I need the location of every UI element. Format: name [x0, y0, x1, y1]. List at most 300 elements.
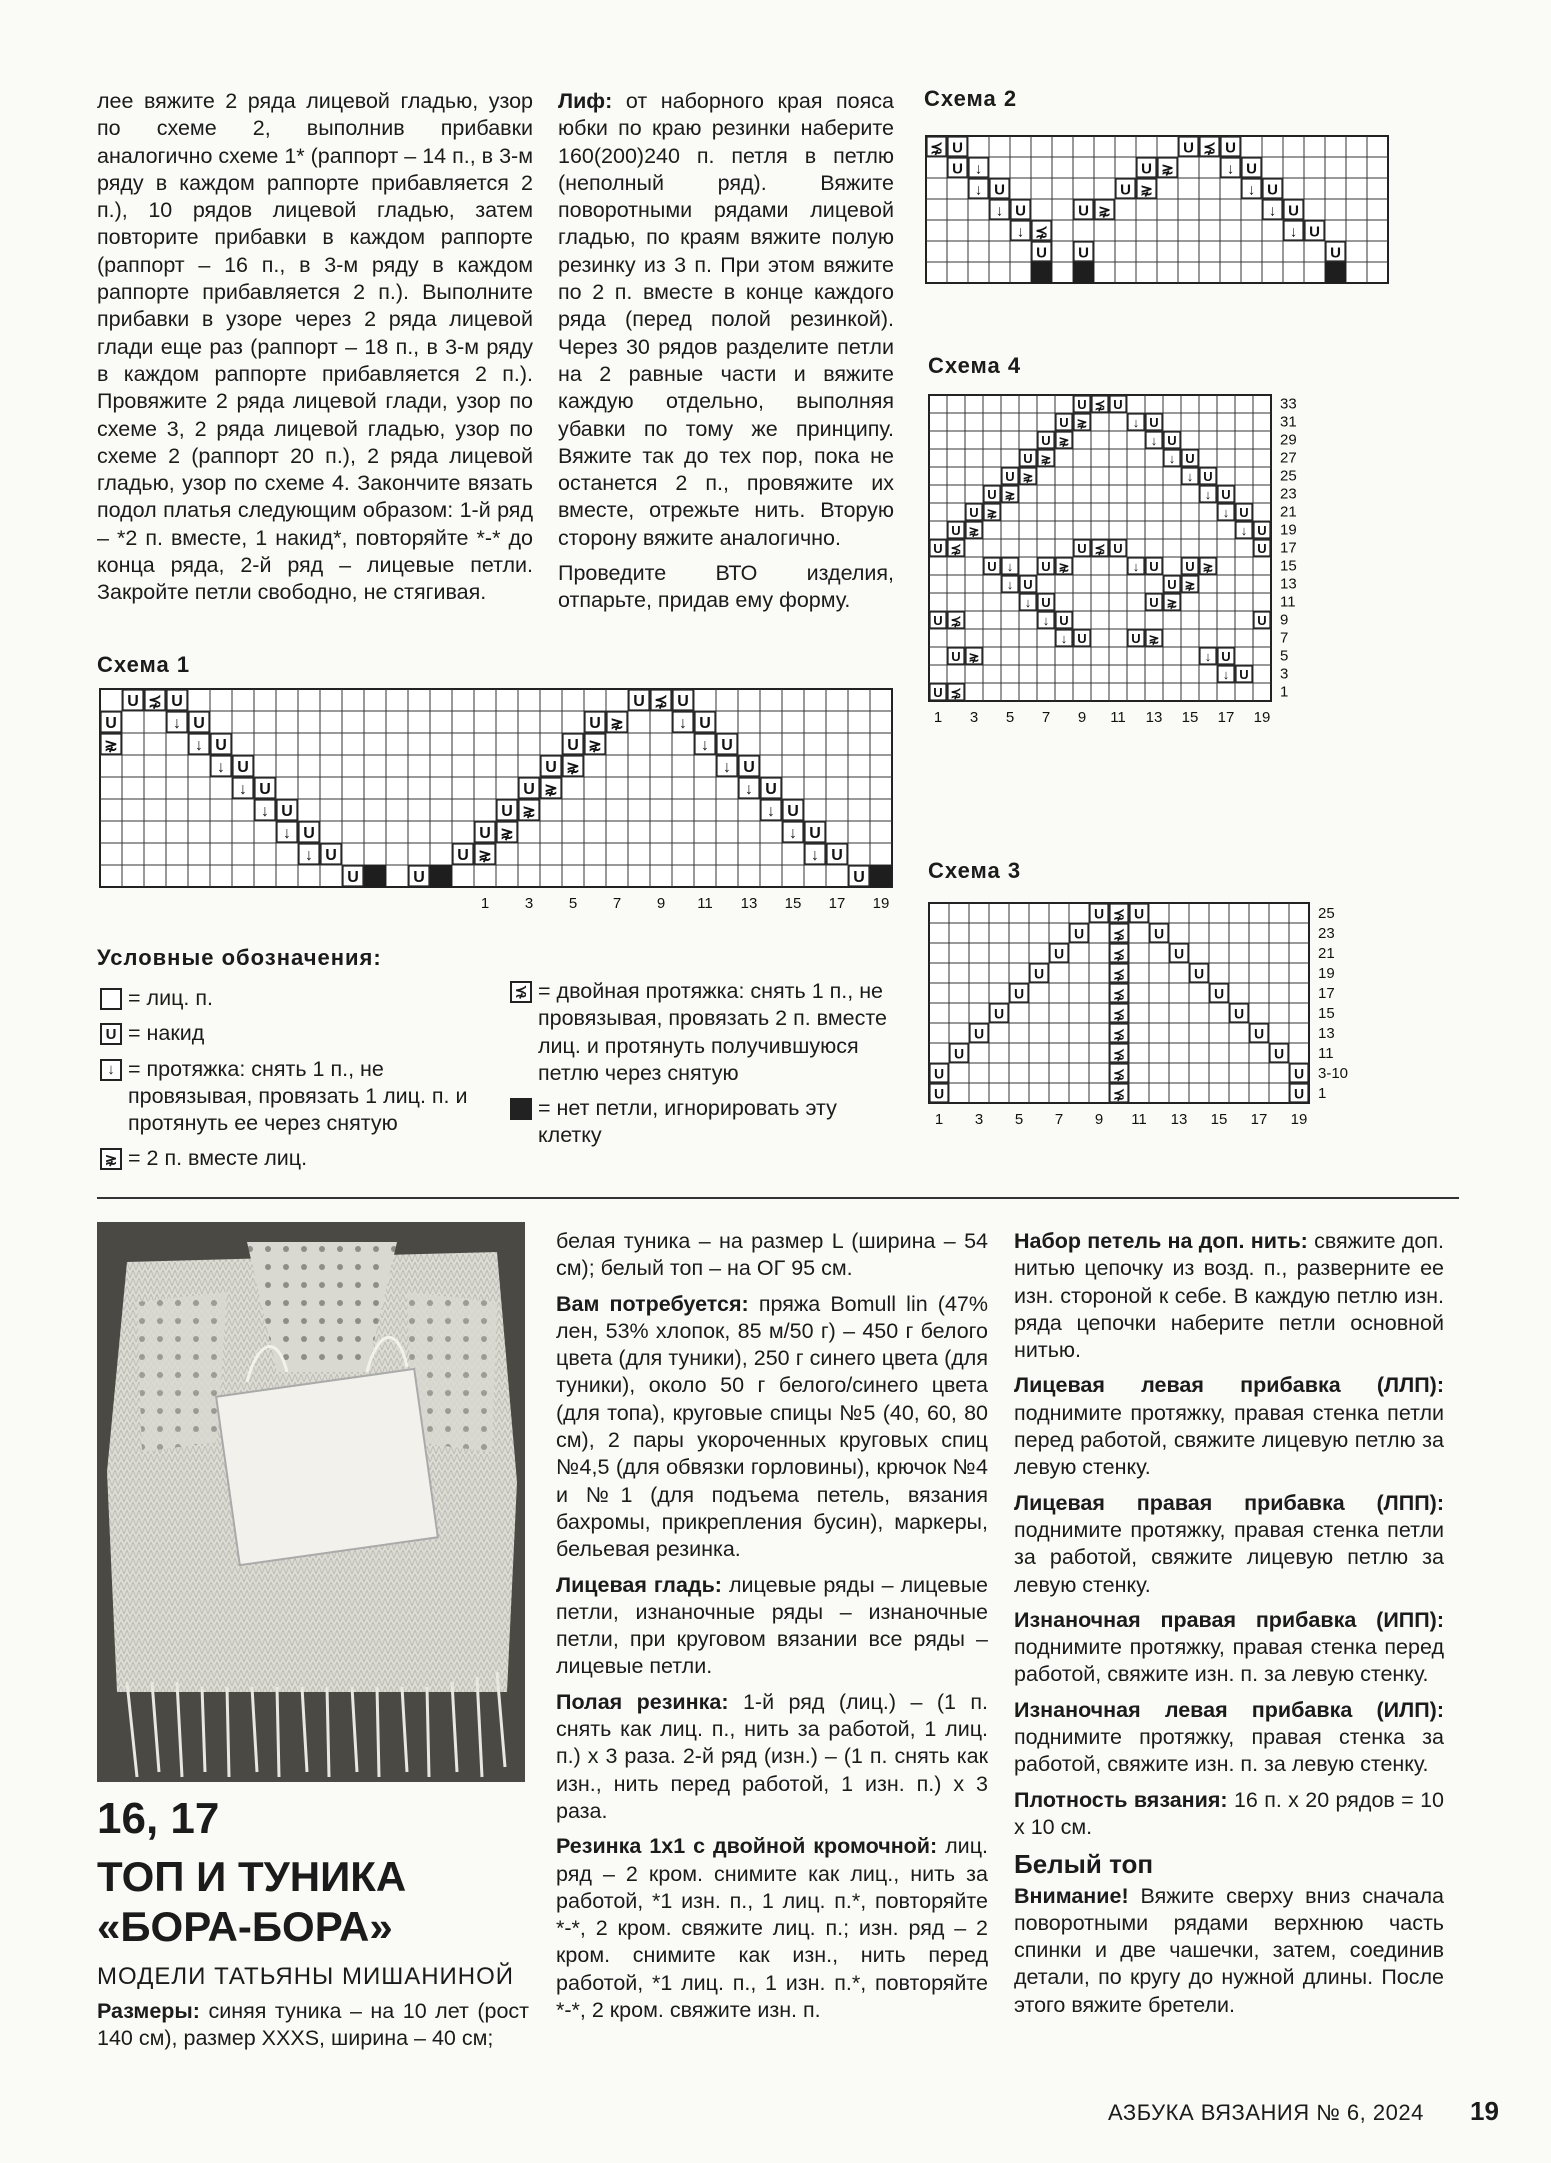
- scheme4-symbol: U: [1185, 451, 1195, 467]
- scheme4-symbol: U: [1239, 505, 1249, 521]
- scheme3-row-number: 11: [1318, 1045, 1334, 1062]
- scheme3-symbol: ⋨: [1113, 1085, 1125, 1102]
- scheme3-column-number: 13: [1170, 1111, 1188, 1128]
- scheme4-row-number: 29: [1280, 431, 1297, 449]
- scheme2-symbol: U: [1246, 160, 1257, 178]
- scheme1-symbol: U: [677, 693, 689, 711]
- scheme1-symbol: ↓: [679, 715, 687, 733]
- scheme-2-title: Схема 2: [924, 86, 1018, 111]
- scheme3-symbol: U: [1173, 945, 1185, 962]
- knit-symbol-icon: [100, 988, 122, 1010]
- scheme3-symbol: U: [1293, 1085, 1305, 1102]
- scheme4-symbol: U: [1257, 613, 1267, 629]
- scheme3-column-number: 1: [934, 1111, 944, 1128]
- scheme1-column-number: 15: [784, 895, 802, 912]
- scheme4-symbol: ↓: [1060, 631, 1068, 647]
- scheme3-symbol: U: [1153, 925, 1165, 942]
- scheme4-symbol: U: [969, 505, 979, 521]
- scheme3-column-number: 3: [974, 1111, 984, 1128]
- scheme1-symbol: U: [303, 825, 315, 843]
- scheme4-row-number: 11: [1280, 593, 1296, 611]
- scheme2-symbol: ↓: [1016, 223, 1025, 241]
- model-number: 16, 17: [97, 1794, 220, 1843]
- scheme-1-title: Схема 1: [97, 652, 191, 677]
- scheme4-symbol: ⋧: [1040, 451, 1052, 467]
- product-photo: [97, 1222, 525, 1782]
- scheme4-row-number: 31: [1280, 413, 1297, 431]
- scheme2-symbol: U: [952, 139, 963, 157]
- scheme-2-chart: [925, 135, 1415, 300]
- top-column-1: [97, 88, 533, 607]
- scheme2-symbol: ↓: [1226, 160, 1235, 178]
- scheme4-symbol: U: [1221, 649, 1231, 665]
- legend-k2tog: ⋧ = 2 п. вместе лиц.: [100, 1145, 488, 1172]
- scheme2-symbol: U: [1015, 202, 1026, 220]
- scheme1-symbol: ⋧: [566, 759, 580, 777]
- scheme1-symbol: ↓: [701, 737, 709, 755]
- scheme4-column-number: 19: [1253, 709, 1271, 726]
- scheme3-row-number: 25: [1318, 905, 1335, 922]
- scheme2-symbol: ↓: [974, 160, 983, 178]
- scheme3-symbol: U: [1053, 945, 1065, 962]
- scheme4-symbol: ↓: [1186, 469, 1194, 485]
- scheme1-symbol: U: [479, 825, 491, 843]
- scheme1-symbol: U: [853, 869, 865, 887]
- scheme1-symbol: U: [413, 869, 425, 887]
- scheme1-no-stitch-cell: [430, 865, 452, 887]
- scheme3-row-number: 21: [1318, 945, 1335, 962]
- scheme1-no-stitch-cell: [870, 865, 892, 887]
- scheme4-symbol: U: [951, 649, 961, 665]
- scheme1-symbol: U: [567, 737, 579, 755]
- scheme4-symbol: U: [1077, 397, 1087, 413]
- scheme1-symbol: ⋧: [104, 737, 118, 755]
- scheme3-row-number: 17: [1318, 985, 1335, 1002]
- scheme1-symbol: U: [105, 715, 117, 733]
- article-title-line1: ТОП И ТУНИКА: [97, 1853, 407, 1900]
- scheme2-symbol: ⋨: [930, 139, 943, 157]
- scheme4-symbol: U: [1041, 595, 1051, 611]
- scheme4-symbol: U: [987, 559, 997, 575]
- scheme3-symbol: U: [1193, 965, 1205, 982]
- article-title-line2: «БОРА-БОРА»: [97, 1903, 393, 1950]
- scheme3-symbol: U: [953, 1045, 965, 1062]
- scheme1-symbol: ⋨: [148, 693, 162, 711]
- tunic-and-top-photo: [97, 1222, 525, 1782]
- top-column-2: [558, 88, 894, 615]
- scheme4-symbol: ⋧: [1022, 469, 1034, 485]
- scheme4-symbol: U: [1059, 613, 1069, 629]
- scheme-3-grid: [928, 902, 1368, 1158]
- scheme4-row-number: 23: [1280, 485, 1297, 503]
- scheme4-symbol: ↓: [1204, 487, 1212, 503]
- scheme4-column-number: 9: [1077, 709, 1087, 726]
- scheme1-symbol: U: [523, 781, 535, 799]
- scheme1-symbol: U: [171, 693, 183, 711]
- scheme4-column-number: 5: [1005, 709, 1015, 726]
- scheme4-symbol: ↓: [1222, 505, 1230, 521]
- scheme4-symbol: U: [1131, 631, 1141, 647]
- magazine-footer: АЗБУКА ВЯЗАНИЯ № 6, 2024: [1108, 2100, 1424, 2125]
- scheme-1-chart: [99, 688, 895, 963]
- scheme4-symbol: U: [1149, 415, 1159, 431]
- scheme3-symbol: ⋨: [1113, 1045, 1125, 1062]
- scheme2-symbol: U: [952, 160, 963, 178]
- scheme4-symbol: ⋧: [1202, 559, 1214, 575]
- scheme3-symbol: U: [1273, 1045, 1285, 1062]
- scheme3-column-number: 17: [1250, 1111, 1268, 1128]
- scheme4-symbol: ⋨: [950, 613, 962, 629]
- scheme4-symbol: ↓: [1042, 613, 1050, 629]
- scheme1-symbol: ⋧: [478, 847, 492, 865]
- sizes-continued: белая туника – на размер L (ширина – 54 см); белый топ – на ОГ 95 см.: [556, 1229, 988, 1281]
- legend-double-decrease: ⋨ = двойная протяжка: снять 1 п., не провязывая, провязать 2 п. вместе лиц. и протянуть получившуюся петлю через снятую: [510, 978, 898, 1087]
- rib-paragraph: Резинка 1х1 с двойной кромочной: лиц. ряд – 2 кром. снимите как лиц., нить за работой, *1 изн. п., 1 лиц. п.*, повторяйте *-*, 2 кром. свяжите лиц. п.; изн. ряд – 2 кром. снимите как изн., нить перед работой, *1 лиц. п., 1 изн. п.*, повторяйте *-*, 2 кром. свяжите изн. п.: [556, 1834, 988, 2023]
- scheme4-row-number: 1: [1280, 683, 1289, 701]
- legend-knit: = лиц. п.: [100, 985, 488, 1012]
- scheme1-column-number: 17: [828, 895, 846, 912]
- scheme3-row-number: 3-10: [1318, 1065, 1349, 1082]
- scheme1-symbol: U: [457, 847, 469, 865]
- scheme4-symbol: U: [1167, 577, 1177, 593]
- scheme4-symbol: ⋨: [1094, 541, 1106, 557]
- scheme4-symbol: ↓: [1204, 649, 1212, 665]
- scheme2-symbol: U: [1036, 244, 1047, 262]
- bodice-label: Лиф:: [558, 89, 613, 113]
- scheme1-symbol: ↓: [811, 847, 819, 865]
- scheme2-symbol: U: [1183, 139, 1194, 157]
- materials-paragraph: Вам потребуется: пряжа Bomull lin (47% лен, 53% хлопок, 85 м/50 г) – 450 г белого цвета (для туники), 250 г синего цвета (для туники), около 50 г белого/синего цвета (для топа), круговые спицы №5 (40, 60, 80 см), 2 пары укороченных круговых спиц №4,5 (для обвязки горловины), крючок №4 и №1 (для подъема петель, вязания бахромы, прикрепления бусин), маркеры, бельевая резинка.: [556, 1291, 988, 1562]
- scheme1-symbol: ⋧: [588, 737, 602, 755]
- scheme4-symbol: U: [1257, 523, 1267, 539]
- scheme2-no-stitch-cell: [1073, 262, 1094, 283]
- white-top-heading: Белый топ: [1014, 1849, 1154, 1880]
- scheme1-symbol: U: [787, 803, 799, 821]
- scheme3-symbol: U: [993, 1005, 1005, 1022]
- bodice-text: от наборного края пояса юбки по краю резинки наберите 160(200)240 п. петля в петлю (неполный ряд). Вяжите поворотными рядами лицевой гладью, по краям вяжите полую резинку из 3 п. При этом вяжите по 2 п. вместе в конце каждого ряда (перед полой резинкой). Через 30 рядов разделите петли на 2 равные части и вяжите каждую отдельно, выполняя убавки по тому же принципу. Вяжите так до тех пор, пока не останется 2 п., провяжите их вместе, отрежьте нить. Вторую сторону вяжите аналогично.: [558, 89, 894, 550]
- lpp-paragraph: Лицевая правая прибавка (ЛПП): поднимите протяжку, правая стенка петли за работой, свяжите лицевую петлю за левую стенку.: [1014, 1490, 1444, 1597]
- legend-yarn-over: U = накид: [100, 1020, 488, 1047]
- scheme4-symbol: U: [1041, 559, 1051, 575]
- scheme1-symbol: U: [743, 759, 755, 777]
- scheme1-symbol: ↓: [217, 759, 225, 777]
- scheme4-symbol: ⋧: [1166, 595, 1178, 611]
- no-stitch-symbol-icon: [510, 1098, 532, 1120]
- scheme2-symbol: ⋧: [1140, 181, 1153, 199]
- scheme2-symbol: U: [1078, 202, 1089, 220]
- scheme3-symbol: U: [1093, 905, 1105, 922]
- scheme1-symbol: U: [699, 715, 711, 733]
- scheme1-symbol: U: [589, 715, 601, 733]
- scheme2-symbol: ⋧: [1161, 160, 1174, 178]
- scheme4-symbol: U: [1113, 541, 1123, 557]
- scheme4-column-number: 1: [933, 709, 943, 726]
- scheme1-symbol: ⋧: [522, 803, 536, 821]
- scheme3-column-number: 5: [1014, 1111, 1024, 1128]
- scheme1-column-number: 9: [656, 895, 666, 912]
- scheme4-symbol: U: [987, 487, 997, 503]
- scheme3-symbol: U: [933, 1085, 945, 1102]
- scheme4-symbol: U: [1221, 487, 1231, 503]
- scheme1-symbol: U: [237, 759, 249, 777]
- scheme4-symbol: U: [1185, 559, 1195, 575]
- scheme1-symbol: U: [193, 715, 205, 733]
- double-decrease-symbol-icon: ⋨: [510, 981, 532, 1003]
- scheme2-symbol: ↓: [974, 181, 983, 199]
- scheme2-symbol: ↓: [1247, 181, 1256, 199]
- scheme1-symbol: ↓: [173, 715, 181, 733]
- scheme1-column-number: 13: [740, 895, 758, 912]
- scheme1-symbol: U: [831, 847, 843, 865]
- legend-left: [100, 985, 488, 1173]
- scheme4-row-number: 27: [1280, 449, 1297, 467]
- page-number: 19: [1470, 2096, 1499, 2126]
- scheme4-symbol: ↓: [1168, 451, 1176, 467]
- scheme1-symbol: ⋨: [654, 693, 668, 711]
- scheme3-row-number: 23: [1318, 925, 1335, 942]
- scheme1-symbol: U: [325, 847, 337, 865]
- scheme3-column-number: 7: [1054, 1111, 1064, 1128]
- scheme2-symbol: ↓: [1289, 223, 1298, 241]
- scheme1-symbol: ↓: [789, 825, 797, 843]
- scheme3-symbol: U: [1233, 1005, 1245, 1022]
- finishing-paragraph: Проведите ВТО изделия, отпарьте, придав ему форму.: [558, 561, 894, 613]
- llp-paragraph: Лицевая левая прибавка (ЛЛП): поднимите протяжку, правая стенка петли перед работой, свяжите лицевую петлю за левую стенку.: [1014, 1373, 1444, 1480]
- author-line: МОДЕЛИ ТАТЬЯНЫ МИШАНИНОЙ: [97, 1963, 515, 1990]
- scheme2-symbol: U: [1078, 244, 1089, 262]
- scheme1-symbol: ↓: [195, 737, 203, 755]
- scheme4-symbol: ↓: [1132, 415, 1140, 431]
- scheme1-symbol: ↓: [745, 781, 753, 799]
- scheme3-symbol: U: [933, 1065, 945, 1082]
- scheme3-symbol: U: [1133, 905, 1145, 922]
- scheme-4-chart: [928, 394, 1368, 809]
- scheme1-symbol: U: [809, 825, 821, 843]
- scheme3-row-number: 13: [1318, 1025, 1335, 1042]
- scheme1-symbol: ↓: [305, 847, 313, 865]
- scheme3-symbol: U: [1013, 985, 1025, 1002]
- scheme4-symbol: U: [1023, 577, 1033, 593]
- article-column-3: [1014, 1228, 1444, 2019]
- scheme3-symbol: U: [1033, 965, 1045, 982]
- scheme4-symbol: ⋧: [1058, 559, 1070, 575]
- attention-paragraph: Внимание! Вяжите сверху вниз сначала поворотными рядами верхнюю часть спинки и две чашечки, затем, соединив детали, по кругу до нужной длины. После этого вяжите бретели.: [1014, 1883, 1444, 2017]
- scheme1-symbol: U: [281, 803, 293, 821]
- scheme-3-chart: [928, 902, 1368, 1163]
- scheme3-column-number: 15: [1210, 1111, 1228, 1128]
- scheme1-column-number: 3: [524, 895, 534, 912]
- scheme4-symbol: ↓: [1132, 559, 1140, 575]
- scheme1-column-number: 5: [568, 895, 578, 912]
- scheme3-row-number: 15: [1318, 1005, 1335, 1022]
- scheme4-symbol: ⋧: [1076, 415, 1088, 431]
- scheme4-row-number: 15: [1280, 557, 1297, 575]
- scheme4-symbol: ⋧: [1184, 577, 1196, 593]
- scheme-3-title: Схема 3: [928, 858, 1022, 883]
- scheme3-symbol: U: [1213, 985, 1225, 1002]
- scheme3-symbol: U: [1293, 1065, 1305, 1082]
- scheme3-symbol: ⋨: [1113, 1005, 1125, 1022]
- scheme4-symbol: U: [1113, 397, 1123, 413]
- scheme3-symbol: ⋨: [1113, 925, 1125, 942]
- scheme4-column-number: 17: [1217, 709, 1235, 726]
- scheme2-symbol: U: [1288, 202, 1299, 220]
- scheme4-symbol: U: [1149, 559, 1159, 575]
- scheme1-symbol: U: [501, 803, 513, 821]
- scheme-2-grid: [925, 135, 1415, 295]
- scheme3-column-number: 9: [1094, 1111, 1104, 1128]
- scheme1-column-number: 19: [872, 895, 890, 912]
- scheme1-symbol: ⋧: [544, 781, 558, 799]
- scheme4-symbol: U: [1239, 667, 1249, 683]
- scheme1-symbol: ↓: [767, 803, 775, 821]
- ilp-paragraph: Изнаночная левая прибавка (ИЛП): поднимите протяжку, правая стенка за работой, свяжите изн. п. за левую стенку.: [1014, 1697, 1444, 1777]
- scheme4-symbol: U: [951, 523, 961, 539]
- scheme4-symbol: U: [933, 613, 943, 629]
- scheme1-symbol: U: [545, 759, 557, 777]
- scheme4-row-number: 17: [1280, 539, 1297, 557]
- hollow-rib-paragraph: Полая резинка: 1-й ряд (лиц.) – (1 п. снять как лиц. п., нить за работой, 1 лиц. п.) х 3 раза. 2-й ряд (изн.) – (1 п. снять как изн., нить перед работой, 1 изн. п.) х 3 раза.: [556, 1689, 989, 1823]
- scheme4-column-number: 3: [969, 709, 979, 726]
- ipp-paragraph: Изнаночная правая прибавка (ИПП): поднимите протяжку, правая стенка перед работой, свяжите изн. п. за левую стенку.: [1014, 1607, 1444, 1687]
- scheme2-no-stitch-cell: [1325, 262, 1346, 283]
- scheme4-symbol: ⋨: [950, 685, 962, 701]
- scheme2-symbol: ⋨: [1035, 223, 1048, 241]
- scheme4-row-number: 5: [1280, 647, 1289, 665]
- scheme3-row-number: 1: [1318, 1085, 1327, 1102]
- scheme2-symbol: U: [1225, 139, 1236, 157]
- scheme4-symbol: ⋧: [1058, 433, 1070, 449]
- scheme4-symbol: U: [1257, 541, 1267, 557]
- sizes-label: Размеры:: [97, 1999, 200, 2023]
- scheme4-row-number: 25: [1280, 467, 1297, 485]
- scheme1-column-number: 1: [480, 895, 490, 912]
- cast-on-aux-paragraph: Набор петель на доп. нить: свяжите доп. нитью цепочку из возд. п., разверните ее изн. стороной к себе. В каждую петлю изн. ряда цепочки наберите петли основной нитью.: [1014, 1229, 1444, 1363]
- top-col1-text: лее вяжите 2 ряда лицевой гладью, узор по схеме 2, выполнив прибавки аналогично схеме 1* (раппорт – 14 п., в 3-м ряду в каждом раппорте прибавляется 2 п.), 10 рядов лицевой гладью, затем повторите прибавки в каждом раппорте (раппорт – 16 п., в 3-м ряду в каждом раппорте прибавляется 2 п.). Выполните прибавки в узоре через 2 ряда лицевой глади еще раз (раппорт – 18 п., в 3-м ряду в каждом раппорте прибавляется 2 п.). Провяжите 2 ряда лицевой глади, узор по схеме 3, 2 ряда лицевой гладью, узор по схеме 2 (раппорт 20 п.), 2 ряда лицевой гладью, узор по схеме 4. Закончите вязать подол платья следующим образом: 1-й ряд – *2 п. вместе, 1 накид*, повторяйте *-* до конца ряда, 2-й ряд – лицевые петли. Закройте петли свободно, не стягивая.: [97, 89, 533, 605]
- scheme4-symbol: U: [1059, 415, 1069, 431]
- bodice-paragraph: [558, 88, 894, 552]
- scheme4-symbol: U: [1005, 469, 1015, 485]
- scheme3-column-number: 19: [1290, 1111, 1308, 1128]
- scheme1-symbol: U: [633, 693, 645, 711]
- scheme2-symbol: ↓: [1268, 202, 1277, 220]
- scheme4-symbol: ↓: [1222, 667, 1230, 683]
- scheme4-symbol: ↓: [1006, 577, 1014, 593]
- scheme4-symbol: ⋧: [1004, 487, 1016, 503]
- scheme1-symbol: U: [259, 781, 271, 799]
- scheme3-symbol: ⋨: [1113, 985, 1125, 1002]
- legend-right: [510, 978, 898, 1150]
- k2tog-symbol-icon: ⋧: [100, 1148, 122, 1170]
- scheme4-symbol: U: [1077, 541, 1087, 557]
- section-divider: [97, 1197, 1459, 1199]
- scheme1-symbol: ↓: [239, 781, 247, 799]
- scheme3-symbol: ⋨: [1113, 1065, 1125, 1082]
- scheme3-symbol: ⋨: [1113, 905, 1125, 922]
- scheme-4-title: Схема 4: [928, 353, 1022, 378]
- scheme4-row-number: 7: [1280, 629, 1289, 647]
- ssk-symbol-icon: ↓: [100, 1059, 122, 1081]
- scheme2-symbol: U: [1141, 160, 1152, 178]
- scheme4-column-number: 7: [1041, 709, 1051, 726]
- scheme4-symbol: ⋨: [1094, 397, 1106, 413]
- scheme2-symbol: U: [1120, 181, 1131, 199]
- scheme-4-grid: [928, 394, 1368, 804]
- scheme4-symbol: ↓: [1150, 433, 1158, 449]
- scheme1-symbol: U: [765, 781, 777, 799]
- legend-no-stitch: = нет петли, игнорировать эту клетку: [510, 1095, 898, 1150]
- scheme4-symbol: U: [933, 685, 943, 701]
- scheme4-symbol: ↓: [1240, 523, 1248, 539]
- scheme2-symbol: U: [1330, 244, 1341, 262]
- scheme4-row-number: 3: [1280, 665, 1289, 683]
- scheme1-symbol: U: [721, 737, 733, 755]
- scheme4-symbol: ⋧: [1148, 631, 1160, 647]
- scheme1-symbol: ↓: [283, 825, 291, 843]
- sizes-paragraph: [97, 1998, 529, 2053]
- scheme1-column-number: 7: [612, 895, 622, 912]
- scheme1-symbol: U: [215, 737, 227, 755]
- scheme4-row-number: 21: [1280, 503, 1297, 521]
- sizes-text: синяя туника – на 10 лет (рост 140 см), размер XXXS, ширина – 40 см;: [97, 1999, 529, 2051]
- scheme4-symbol: ⋧: [968, 523, 980, 539]
- scheme4-symbol: U: [1167, 433, 1177, 449]
- gauge-paragraph: Плотность вязания: 16 п. х 20 рядов = 10 х 10 см.: [1014, 1787, 1444, 1839]
- scheme4-column-number: 11: [1110, 709, 1126, 726]
- scheme1-symbol: ↓: [723, 759, 731, 777]
- scheme2-symbol: U: [1309, 223, 1320, 241]
- scheme3-symbol: U: [973, 1025, 985, 1042]
- scheme3-symbol: U: [1073, 925, 1085, 942]
- scheme3-column-number: 11: [1131, 1111, 1147, 1128]
- scheme1-symbol: U: [127, 693, 139, 711]
- article-column-2: [556, 1228, 988, 2024]
- scheme4-row-number: 9: [1280, 611, 1289, 629]
- scheme1-symbol: ⋧: [610, 715, 624, 733]
- scheme1-symbol: U: [347, 869, 359, 887]
- scheme1-symbol: ↓: [261, 803, 269, 821]
- stockinette-paragraph: Лицевая гладь: лицевые ряды – лицевые петли, изнаночные ряды – изнаночные петли, при круговом вязании все ряды – лицевые петли.: [556, 1572, 988, 1679]
- scheme4-row-number: 13: [1280, 575, 1297, 593]
- scheme2-symbol: U: [994, 181, 1005, 199]
- scheme4-row-number: 33: [1280, 395, 1297, 413]
- scheme4-symbol: ↓: [1006, 559, 1014, 575]
- scheme4-symbol: U: [1077, 631, 1087, 647]
- scheme3-row-number: 19: [1318, 965, 1335, 982]
- scheme2-symbol: ↓: [995, 202, 1004, 220]
- scheme4-symbol: U: [933, 541, 943, 557]
- legend-title: Условные обозначения:: [97, 945, 382, 970]
- scheme2-symbol: ⋧: [1098, 202, 1111, 220]
- scheme2-symbol: U: [1267, 181, 1278, 199]
- scheme4-symbol: U: [1041, 433, 1051, 449]
- scheme1-no-stitch-cell: [364, 865, 386, 887]
- scheme4-symbol: ⋧: [986, 505, 998, 521]
- scheme1-symbol: ⋧: [500, 825, 514, 843]
- scheme4-symbol: U: [1203, 469, 1213, 485]
- scheme4-row-number: 19: [1280, 521, 1297, 539]
- scheme4-symbol: ⋧: [968, 649, 980, 665]
- scheme3-symbol: U: [1253, 1025, 1265, 1042]
- scheme4-symbol: U: [1149, 595, 1159, 611]
- legend-ssk: ↓ = протяжка: снять 1 п., не провязывая, провязать 1 лиц. п. и протянуть ее через снятую: [100, 1056, 488, 1138]
- yarn-over-symbol-icon: U: [100, 1023, 122, 1045]
- scheme4-symbol: U: [1023, 451, 1033, 467]
- scheme4-symbol: ⋨: [950, 541, 962, 557]
- scheme2-symbol: ⋨: [1203, 139, 1216, 157]
- scheme4-column-number: 15: [1181, 709, 1199, 726]
- scheme1-column-number: 11: [697, 895, 713, 912]
